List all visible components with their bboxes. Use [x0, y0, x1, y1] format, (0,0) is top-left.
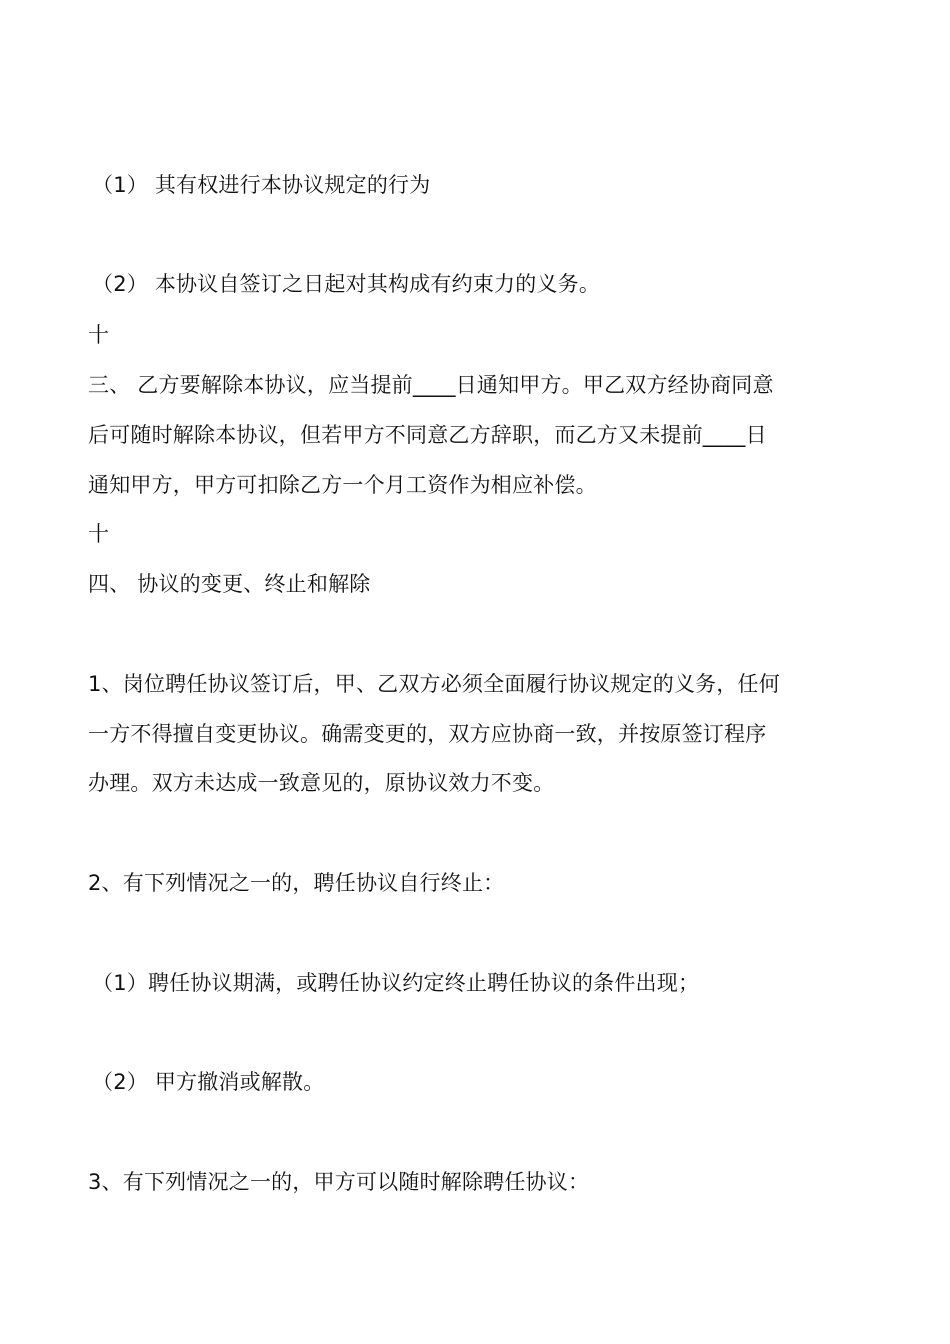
- item-2-heading: 2、有下列情况之一的，聘任协议自行终止：: [88, 871, 505, 895]
- section-13-paragraph-line-3: 通知甲方，甲方可扣除乙方一个月工资作为相应补偿。: [88, 473, 597, 497]
- section-number-prefix: 十: [88, 323, 110, 347]
- item-1-line-1: 1、岗位聘任协议签订后，甲、乙双方必须全面履行协议规定的义务，任何: [88, 672, 780, 696]
- section-number-prefix: 十: [88, 522, 110, 546]
- section-13-paragraph-line-1: 三、 乙方要解除本协议，应当提前____日通知甲方。甲乙双方经协商同意: [88, 373, 774, 397]
- item-1-line-3: 办理。双方未达成一致意见的，原协议效力不变。: [88, 771, 555, 795]
- item-3-heading: 3、有下列情况之一的，甲方可以随时解除聘任协议：: [88, 1170, 590, 1194]
- section-13-paragraph-line-2: 后可随时解除本协议，但若甲方不同意乙方辞职，而乙方又未提前____日: [88, 423, 767, 447]
- clause-2-text: （2） 本协议自签订之日起对其构成有约束力的义务。: [92, 272, 601, 296]
- clause-1-text: （1） 其有权进行本协议规定的行为: [92, 173, 431, 197]
- section-14-heading: 四、 协议的变更、终止和解除: [88, 572, 371, 596]
- item-2-sub-2: （2） 甲方撤消或解散。: [92, 1070, 325, 1094]
- item-1-line-2: 一方不得擅自变更协议。确需变更的，双方应协商一致，并按原签订程序: [88, 722, 767, 746]
- item-2-sub-1: （1）聘任协议期满，或聘任协议约定终止聘任协议的条件出现；: [92, 971, 700, 995]
